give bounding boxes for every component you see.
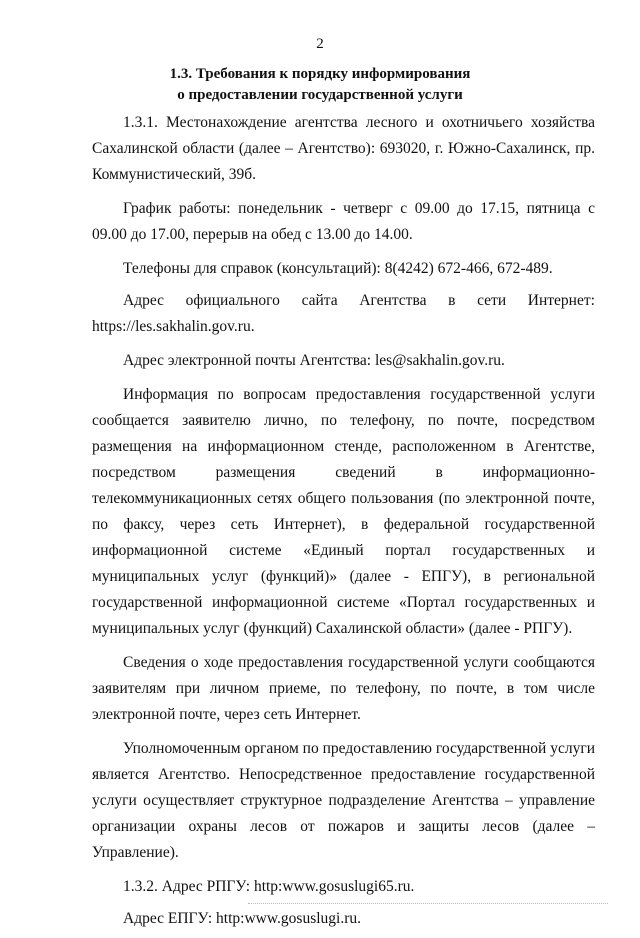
website-word: сети <box>477 292 507 309</box>
paragraph-status-info: Сведения о ходе предоставления государственной услуги сообщаются заявителям при личном приеме, по телефону, по почте, в том числе электронной почте, через сеть Интернет. <box>92 654 595 723</box>
paragraph-epgu-address: Адрес ЕПГУ: http:www.gosuslugi.ru. <box>123 910 361 927</box>
paragraph-email: Адрес электронной почты Агентства: les@sakhalin.gov.ru. <box>123 352 505 369</box>
page-number: 2 <box>316 36 324 52</box>
document-body <box>92 110 595 938</box>
page-bottom-divider <box>248 903 608 904</box>
paragraph-information: Информация по вопросам предоставления государственной услуги сообщается заявителю лично, по телефону, по почте, посредством размещения на информационном стенде, расположенном в Агентстве, посредством размещения сведений в информационно-телекоммуникационных сетях общего пользования (по электронной почте, по факсу, через сеть Интернет), в федеральной государственной информационной системе «Единый портал государственных и муниципальных услуг (функций)» (далее - ЕПГУ), в региональной государственной информационной системе «Портал государственных и муниципальных услуг (функций) Сахалинской области» (далее - РПГУ). <box>92 386 595 637</box>
website-word: в <box>448 292 456 309</box>
section-heading-line-2: о предоставлении государственной услуги <box>177 87 463 103</box>
website-word: Агентства <box>359 292 427 309</box>
website-word: Адрес <box>123 292 164 309</box>
website-line <box>92 288 595 314</box>
paragraph-phones: Телефоны для справок (консультаций): 8(4242) 672-466, 672-489. <box>123 260 553 277</box>
paragraph-rpgu-address: 1.3.2. Адрес РПГУ: http:www.gosuslugi65.ru. <box>123 878 415 895</box>
paragraph-website <box>92 288 595 340</box>
website-url: https://les.sakhalin.gov.ru. <box>92 318 255 335</box>
paragraph-authority: Уполномоченным органом по предоставлению государственной услуги является Агентство. Непосредственное предоставление государственной услуги осуществляет структурное подразделение Агентства – управление организации охраны лесов от пожаров и защиты лесов (далее – Управление). <box>92 740 595 861</box>
website-word: официального <box>185 292 280 309</box>
website-word: Интернет: <box>527 292 595 309</box>
paragraph-location: 1.3.1. Местонахождение агентства лесного и охотничьего хозяйства Сахалинской области (далее – Агентство): 693020, г. Южно-Сахалинск, пр. Коммунистический, 39б. <box>92 114 595 183</box>
section-heading <box>0 64 640 106</box>
website-word: сайта <box>301 292 338 309</box>
section-heading-line-1: 1.3. Требования к порядку информирования <box>169 66 471 82</box>
paragraph-schedule: График работы: понедельник - четверг с 09.00 до 17.15, пятница с 09.00 до 17.00, перерыв на обед с 13.00 до 14.00. <box>92 200 595 243</box>
